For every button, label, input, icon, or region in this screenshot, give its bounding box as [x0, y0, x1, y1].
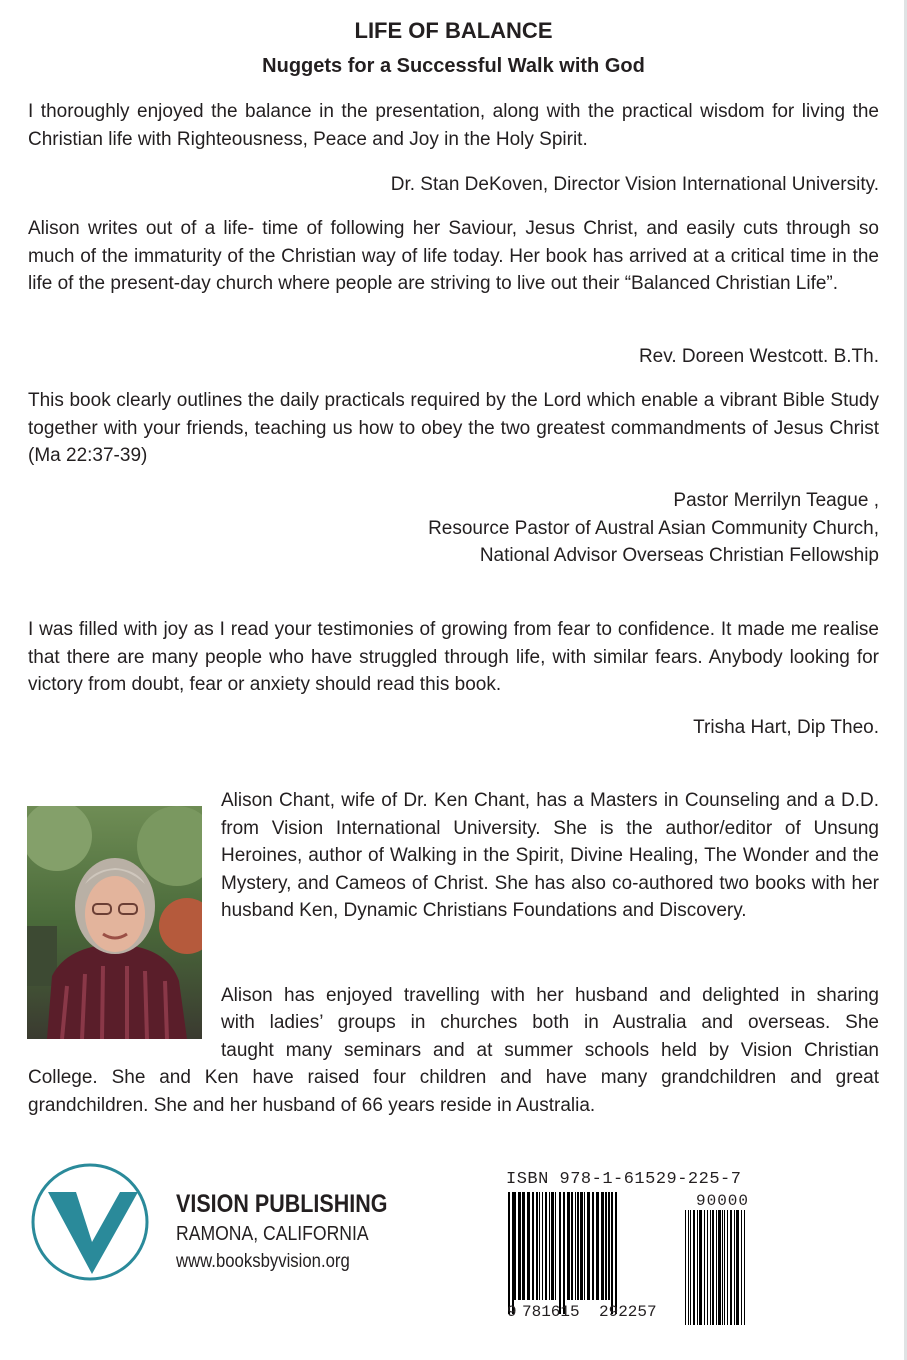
barcode-bar — [605, 1192, 607, 1300]
barcode-bar — [575, 1192, 576, 1300]
barcode-bar — [536, 1192, 538, 1300]
barcode-bar — [577, 1192, 579, 1300]
barcode-space — [594, 1192, 596, 1300]
barcode-bar — [712, 1210, 714, 1325]
barcode-bar — [512, 1192, 514, 1314]
barcode-bar — [685, 1210, 686, 1325]
barcode-space — [534, 1192, 536, 1300]
barcode-space — [585, 1192, 587, 1300]
barcode-bar — [707, 1210, 708, 1325]
barcode-bar — [539, 1192, 540, 1300]
barcode-space — [510, 1192, 512, 1314]
endorsement-attribution: Trisha Hart, Dip Theo. — [693, 717, 879, 738]
barcode-bar — [699, 1210, 702, 1325]
publisher-website[interactable]: www.booksbyvision.org — [176, 1251, 350, 1272]
barcode-space — [573, 1192, 575, 1300]
barcode-space — [540, 1192, 542, 1300]
barcode-bar — [693, 1210, 695, 1325]
barcode-space — [732, 1210, 734, 1325]
barcode-space — [599, 1192, 601, 1300]
barcode-space — [550, 1192, 551, 1300]
barcode-space — [708, 1210, 710, 1325]
barcode-space — [556, 1192, 557, 1300]
barcode-bar — [545, 1192, 547, 1300]
barcode-bar — [580, 1192, 583, 1300]
barcode-space — [705, 1210, 707, 1325]
barcode-bar — [601, 1192, 604, 1300]
barcode-space — [728, 1210, 730, 1325]
barcode-bar — [522, 1192, 525, 1300]
vision-publishing-logo-icon — [30, 1162, 150, 1282]
barcode-space — [742, 1210, 744, 1325]
endorsement-attribution: Pastor Merrilyn Teague , Resource Pastor of Austral Asian Community Church, National Advisor Overseas Christian Fellowship — [428, 490, 879, 566]
barcode-space — [547, 1192, 549, 1300]
barcode-bar — [527, 1192, 530, 1300]
author-bio-line: with ladies’ groups in churches both in Australia and overseas. She — [221, 1012, 879, 1033]
barcode-bar — [741, 1210, 742, 1325]
ean-left-digits: 781615 — [522, 1303, 580, 1321]
barcode-bar — [555, 1192, 556, 1300]
barcode-space — [698, 1210, 699, 1325]
barcode-bar — [518, 1192, 521, 1300]
book-title: LIFE OF BALANCE — [354, 18, 553, 43]
author-bio-line: College. She and Ken have raised four children and have many grandchildren and great — [28, 1067, 879, 1088]
barcode-space — [576, 1192, 577, 1300]
barcode-space — [583, 1192, 584, 1300]
barcode-space — [590, 1192, 592, 1300]
barcode-bar — [734, 1210, 735, 1325]
barcode-bar — [608, 1192, 610, 1300]
addon-barcode — [683, 1210, 761, 1327]
barcode-bar — [690, 1210, 691, 1325]
barcode-space — [530, 1192, 532, 1300]
barcode-space — [554, 1192, 555, 1300]
barcode-bar — [697, 1210, 698, 1325]
barcode-bar — [744, 1210, 745, 1325]
barcode-space — [686, 1210, 688, 1325]
barcode-space — [714, 1210, 716, 1325]
barcode-bar — [727, 1210, 728, 1325]
barcode-space — [607, 1192, 608, 1300]
author-bio-line: taught many seminars and at summer schools held by Vision Christian — [221, 1040, 879, 1061]
barcode-bar — [730, 1210, 732, 1325]
author-photo — [27, 806, 202, 1039]
barcode-space — [721, 1210, 722, 1325]
barcode-bar — [611, 1192, 613, 1314]
barcode-bar — [542, 1192, 543, 1300]
publisher-name: VISION PUBLISHING — [176, 1190, 388, 1218]
barcode-space — [735, 1210, 736, 1325]
barcode-bar — [532, 1192, 534, 1300]
endorsement-quote: I was filled with joy as I read your testimonies of growing from fear to confidence. It made me realise that there are many people who have struggled through life, with similar fears. Anybody looking for victory from doubt, fear or anxiety should read this book. — [28, 619, 879, 695]
endorsement-attribution: Rev. Doreen Westcott. B.Th. — [638, 346, 879, 367]
barcode-space — [543, 1192, 545, 1300]
barcode-space — [717, 1210, 718, 1325]
barcode-space — [561, 1192, 563, 1314]
barcode-bar — [587, 1192, 590, 1300]
barcode-space — [739, 1210, 741, 1325]
barcode-space — [691, 1210, 693, 1325]
barcode-space — [521, 1192, 522, 1300]
endorsement-quote: I thoroughly enjoyed the balance in the presentation, along with the practical wisdom for living the Christian life with Righteousness, Peace and Joy in the Holy Spirit. — [28, 101, 879, 150]
barcode-bar — [571, 1192, 573, 1300]
barcode-space — [604, 1192, 605, 1300]
barcode-space — [516, 1192, 518, 1300]
endorsement-quote: Alison writes out of a life- time of following her Saviour, Jesus Christ, and easily cuts through so much of the immaturity of the Christian way of life today. Her book has arrived at a critical time in the life of the present-day church where people are striving to live out their “Balanced Christian Life”. — [28, 218, 879, 294]
barcode-bar — [563, 1192, 565, 1314]
author-bio-line: Alison has enjoyed travelling with her husband and delighted in sharing — [221, 985, 879, 1006]
author-bio-line: grandchildren. She and her husband of 66 years reside in Australia. — [28, 1095, 596, 1116]
barcode-bar — [722, 1210, 723, 1325]
barcode-space — [538, 1192, 539, 1300]
barcode-bar — [704, 1210, 705, 1325]
endorsement-quote: This book clearly outlines the daily practicals required by the Lord which enable a vibrant Bible Study together with your friends, teaching us how to obey the two greatest commandments of Jesus Christ (Ma 22:37-39) — [28, 390, 879, 466]
barcode-space — [579, 1192, 580, 1300]
barcode-space — [723, 1210, 724, 1325]
barcode-bar — [718, 1210, 721, 1325]
barcode-bar — [567, 1192, 570, 1300]
barcode-bar — [724, 1210, 725, 1325]
barcode-bar — [710, 1210, 711, 1325]
barcode-space — [613, 1192, 615, 1314]
barcode-space — [711, 1210, 712, 1325]
barcode-bar — [716, 1210, 717, 1325]
addon-digits: 90000 — [696, 1192, 750, 1210]
barcode-space — [702, 1210, 704, 1325]
barcode-bar — [615, 1192, 617, 1314]
barcode-space — [745, 1210, 747, 1325]
barcode-bar — [551, 1192, 554, 1300]
publisher-location: RAMONA, CALIFORNIA — [176, 1223, 369, 1245]
barcode-bar — [584, 1192, 585, 1300]
barcode-space — [557, 1192, 559, 1314]
barcode-bar — [596, 1192, 599, 1300]
barcode-space — [725, 1210, 727, 1325]
barcode-space — [570, 1192, 571, 1300]
book-subtitle: Nuggets for a Successful Walk with God — [262, 55, 645, 77]
barcode-bar — [549, 1192, 550, 1300]
barcode-space — [695, 1210, 697, 1325]
barcode-space — [565, 1192, 567, 1314]
author-bio-paragraph: Alison Chant, wife of Dr. Ken Chant, has a Masters in Counseling and a D.D. from Vision International University. She is the author/editor of Unsung Heroines, author of Walking in the Spirit, Divine Healing, The Wonder and the Mystery, and Cameos of Christ. She has also co-authored two books with her husband Ken, Dynamic Christians Foundations and Discovery. — [221, 790, 879, 921]
ean-right-digits: 292257 — [599, 1303, 657, 1321]
barcode-bar — [514, 1192, 516, 1300]
barcode-space — [525, 1192, 527, 1300]
isbn-label: ISBN 978-1-61529-225-7 — [506, 1170, 742, 1189]
barcode-space — [689, 1210, 690, 1325]
barcode-bar — [736, 1210, 739, 1325]
barcode-bar — [592, 1192, 594, 1300]
endorsement-attribution: Dr. Stan DeKoven, Director Vision International University. — [390, 174, 879, 195]
barcode-bar — [688, 1210, 689, 1325]
barcode-space — [610, 1192, 611, 1300]
ean-first-digit: 9 — [507, 1303, 517, 1321]
barcode-bar — [508, 1192, 510, 1314]
barcode-bar — [559, 1192, 561, 1314]
